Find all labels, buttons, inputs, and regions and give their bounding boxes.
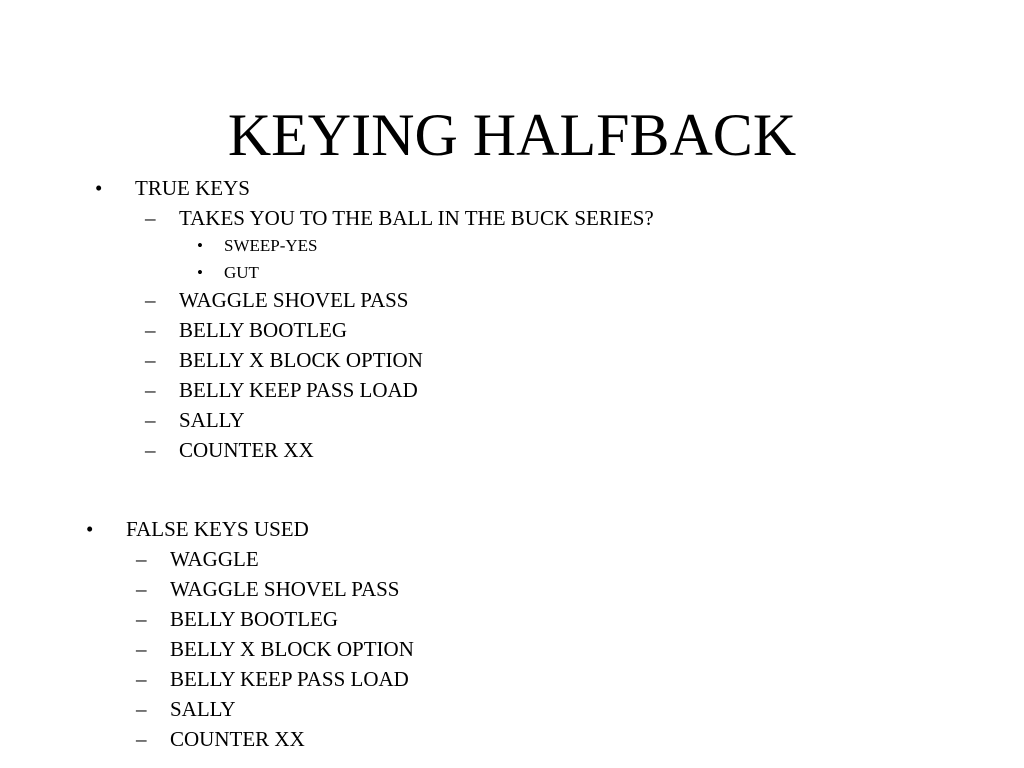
- sub-list-item-label: SWEEP-YES: [224, 236, 318, 255]
- dash-marker: –: [145, 318, 156, 342]
- bullet-marker: •: [197, 236, 203, 255]
- list-item-label: BELLY BOOTLEG: [179, 318, 348, 342]
- list-item-label: BELLY BOOTLEG: [170, 607, 339, 631]
- list-item-label: WAGGLE SHOVEL PASS: [179, 288, 409, 312]
- list-item-label: COUNTER XX: [170, 727, 305, 751]
- dash-marker: –: [136, 727, 147, 751]
- dash-marker: –: [145, 438, 156, 462]
- list-item-label: COUNTER XX: [179, 438, 314, 462]
- list-item-label: BELLY X BLOCK OPTION: [179, 348, 423, 372]
- list-item-label: SALLY: [170, 697, 236, 721]
- dash-marker: –: [136, 637, 147, 661]
- dash-marker: –: [136, 577, 147, 601]
- dash-marker: –: [136, 547, 147, 571]
- list-item-label: BELLY X BLOCK OPTION: [170, 637, 414, 661]
- bullet-marker: •: [86, 517, 94, 541]
- list-item-label: TAKES YOU TO THE BALL IN THE BUCK SERIES?: [179, 206, 654, 230]
- dash-marker: –: [136, 697, 147, 721]
- bullet-label: TRUE KEYS: [135, 176, 250, 200]
- list-item-label: BELLY KEEP PASS LOAD: [170, 667, 409, 691]
- bullet-marker: •: [197, 263, 203, 282]
- dash-marker: –: [136, 667, 147, 691]
- slide-title: KEYING HALFBACK: [227, 102, 797, 168]
- dash-marker: –: [145, 206, 156, 230]
- list-item-label: SALLY: [179, 408, 245, 432]
- dash-marker: –: [145, 348, 156, 372]
- bullet-label: FALSE KEYS USED: [126, 517, 309, 541]
- dash-marker: –: [145, 408, 156, 432]
- list-item-label: WAGGLE: [170, 547, 259, 571]
- list-item-label: WAGGLE SHOVEL PASS: [170, 577, 400, 601]
- bullet-marker: •: [95, 176, 103, 200]
- dash-marker: –: [145, 288, 156, 312]
- sub-list-item-label: GUT: [224, 263, 259, 282]
- dash-marker: –: [136, 607, 147, 631]
- dash-marker: –: [145, 378, 156, 402]
- list-item-label: BELLY KEEP PASS LOAD: [179, 378, 418, 402]
